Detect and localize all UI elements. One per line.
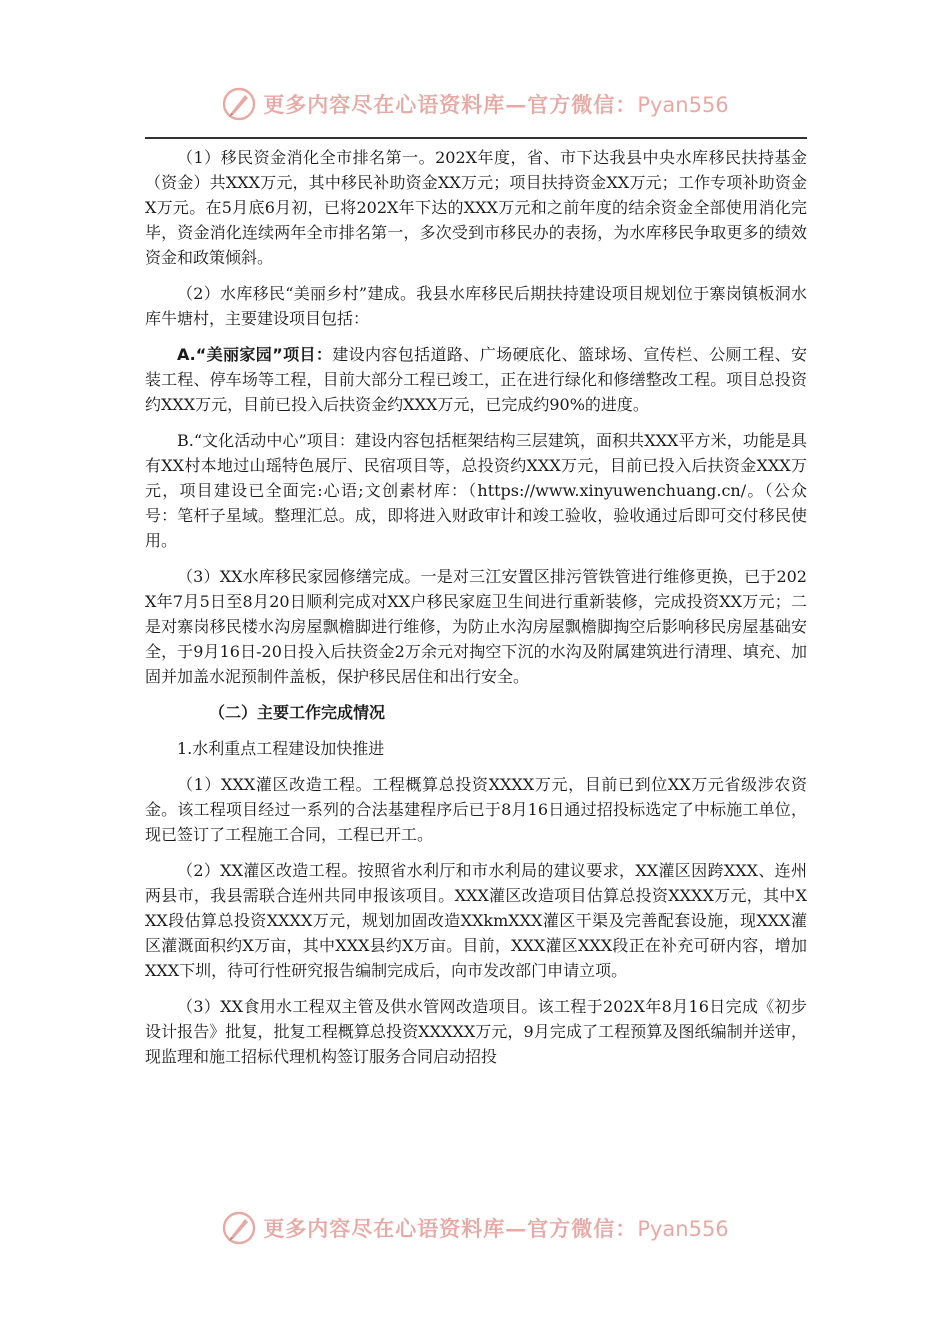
paragraph: （3）XX水库移民家园修缮完成。一是对三江安置区排污管铁管进行维修更换，已于202X年7月5日至8月20日顺利完成对XX户移民家庭卫生间进行重新装修，完成投资XX万元；二是对寨岗移民楼水沟房屋飘檐脚进行维修，为防止水沟房屋飘檐脚掏空后影响移民房屋基础安全，于9月16日-20日投入后扶资金2万余元对掏空下沉的水沟及附属建筑进行清理、填充、加固并加盖水泥预制件盖板，保护移民居住和出行安全。 — [145, 567, 807, 686]
paragraph: （2）XX灌区改造工程。按照省水利厅和市水利局的建议要求，XX灌区因跨XXX、连州两县市，我县需联合连州共同申报该项目。XXX灌区改造项目估算总投资XXXX万元，其中XXX段估算总投资XXXX万元，规划加固改造XXkmXXX灌区干渠及完善配套设施，现XXX灌区灌溉面积约X万亩，其中XXX县约X万亩。目前，XXX灌区XXX段正在补充可研内容，增加XXX下圳，待可行性研究报告编制完成后，向市发改部门申请立项。 — [145, 861, 807, 980]
section-heading: （二）主要工作完成情况 — [209, 703, 386, 722]
paragraph-text: 建设内容包括道路、广场硬底化、篮球场、宣传栏、公厕工程、安装工程、停车场等工程，目前大部分工程已竣工，正在进行绿化和修缮整改工程。项目总投资约XXX万元，目前已投入后扶资金约XXX万元，已完成约90%的进度。 — [145, 345, 807, 414]
header-divider — [145, 137, 807, 139]
banner-handle: Pyan556 — [637, 93, 729, 117]
paragraph: （1）XXX灌区改造工程。工程概算总投资XXXX万元，目前已到位XX万元省级涉农资金。该工程项目经过一系列的合法基建程序后已于8月16日通过招投标选定了中标施工单位，现已签订了工程施工合同，工程已开工。 — [145, 775, 807, 844]
paragraph — [145, 342, 807, 417]
document-body — [145, 145, 807, 1080]
paragraph: （2）水库移民“美丽乡村”建成。我县水库移民后期扶持建设项目规划位于寨岗镇板洞水库牛塘村，主要建设项目包括： — [145, 284, 807, 328]
banner-text: 更多内容尽在心语资料库—官方微信：Pyan556 — [263, 92, 729, 117]
header-banner — [0, 82, 950, 126]
paragraph-lead: A.“美丽家园”项目： — [177, 345, 333, 364]
paragraph: （1）移民资金消化全市排名第一。202X年度，省、市下达我县中央水库移民扶持基金（资金）共XXX万元，其中移民补助资金XX万元；项目扶持资金XX万元；工作专项补助资金X万元。在5月底6月初，已将202X年下达的XXX万元和之前年度的结余资金全部使用消化完毕，资金消化连续两年全市排名第一，多次受到市移民办的表扬，为水库移民争取更多的绩效资金和政策倾斜。 — [145, 148, 807, 267]
paragraph: （3）XX食用水工程双主管及供水管网改造项目。该工程于202X年8月16日完成《初步设计报告》批复，批复工程概算总投资XXXXX万元，9月完成了工程预算及图纸编制并送审，现监理和施工招标代理机构签订服务合同启动招投 — [145, 997, 807, 1066]
quill-logo-icon — [221, 1210, 257, 1246]
banner-text: 更多内容尽在心语资料库—官方微信：Pyan556 — [263, 1216, 729, 1241]
quill-logo-icon — [221, 86, 257, 122]
paragraph: B.“文化活动中心”项目：建设内容包括框架结构三层建筑，面积共XXX平方米，功能是具有XX村本地过山瑶特色展厅、民宿项目等，总投资约XXX万元，目前已投入后扶资金XXX万元，项目建设已全面完:心语;文创素材库：（https://www.xinyuwenchuang.cn/。（公众号：笔杆子星域。整理汇总。成，即将进入财政审计和竣工验收，验收通过后即可交付移民使用。 — [145, 431, 807, 550]
paragraph: 1.水利重点工程建设加快推进 — [177, 739, 385, 758]
footer-banner — [0, 1206, 950, 1250]
banner-handle: Pyan556 — [637, 1217, 729, 1241]
